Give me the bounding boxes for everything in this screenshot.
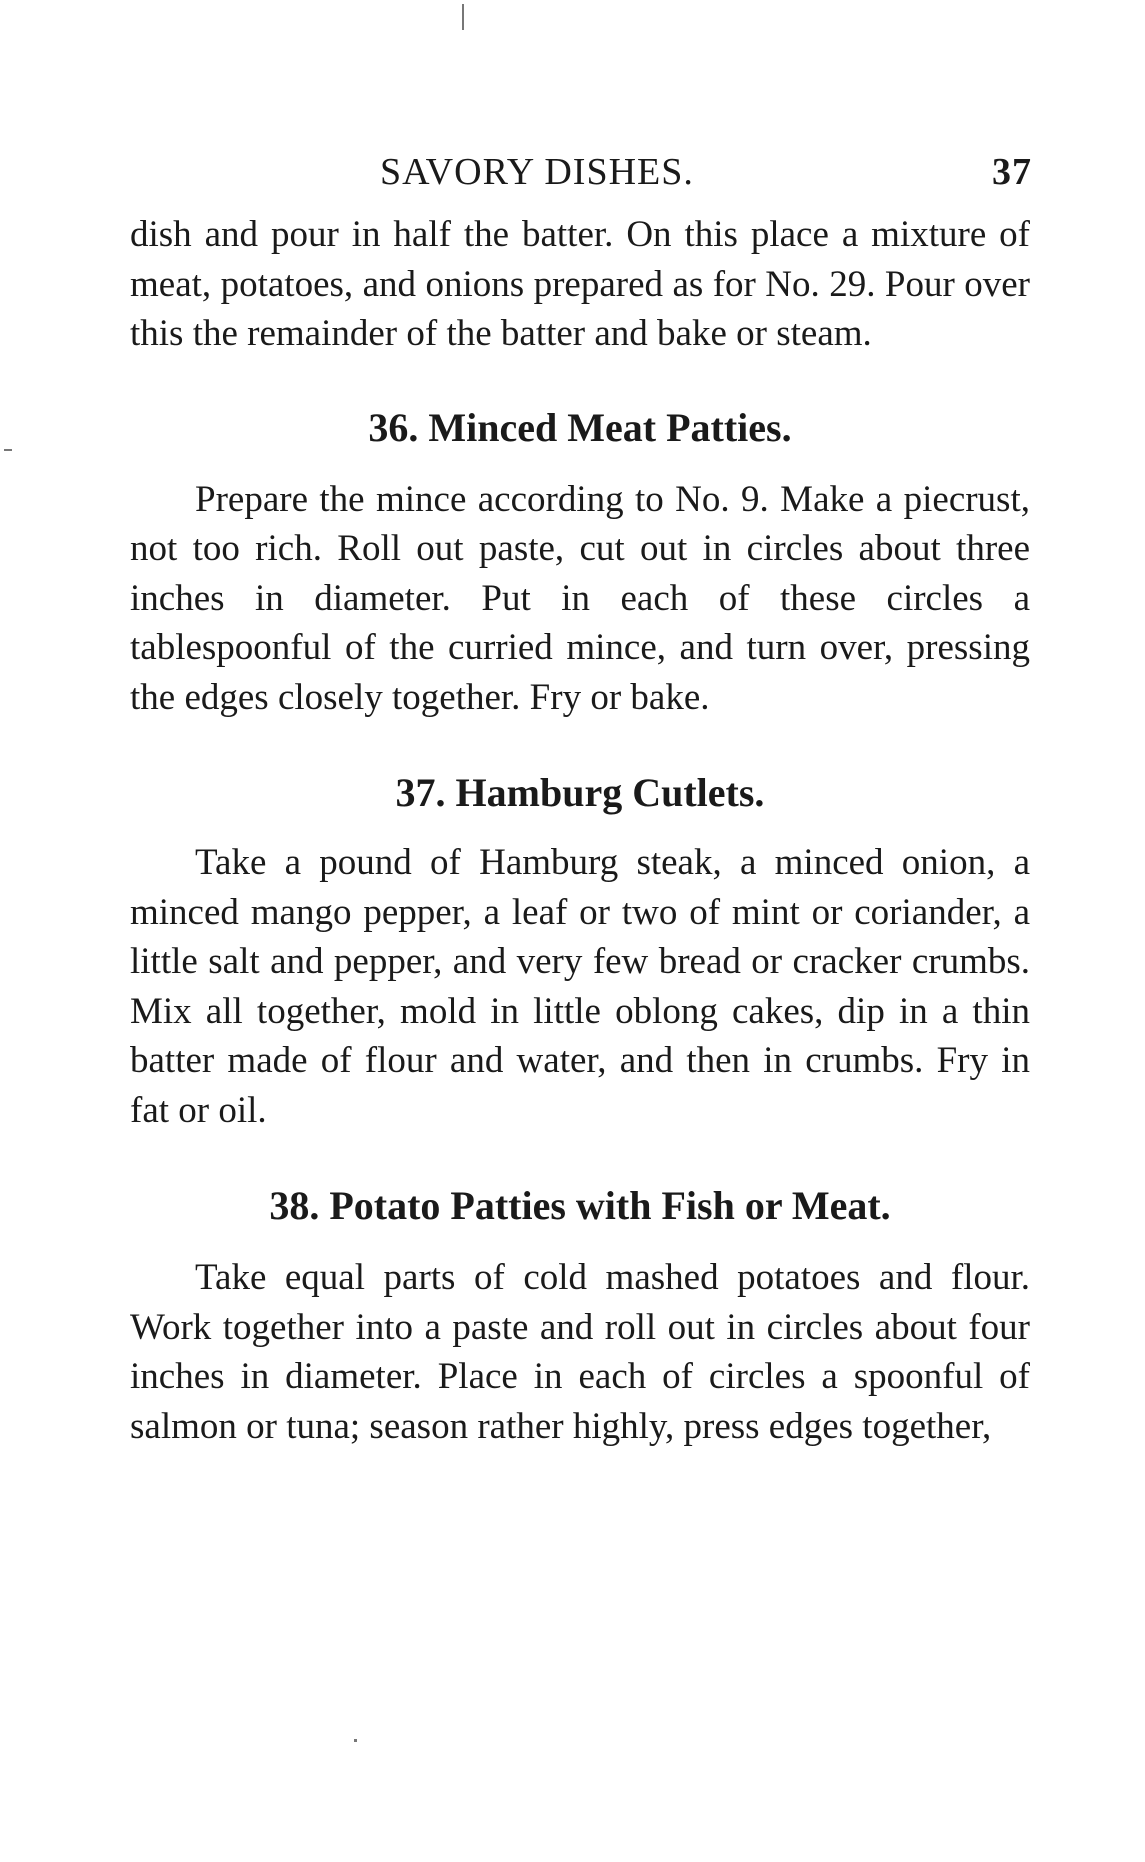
page-number: 37 bbox=[992, 151, 1032, 193]
recipe-text-37: Take a pound of Hamburg steak, a minced onion, a minced mango pepper, a leaf or two of mint or coriander, a little salt and pepper, and very few bread or cracker crumbs. Mix all together, mold in little oblong cakes, dip in a thin batter made of flour and water, and then in crumbs. Fry in fat or oil. bbox=[130, 842, 1030, 1131]
running-head bbox=[130, 150, 1030, 206]
running-title: SAVORY DISHES. bbox=[380, 151, 694, 193]
scan-speck bbox=[354, 1739, 357, 1742]
page-content bbox=[130, 150, 1030, 1451]
continued-paragraph: dish and pour in half the batter. On this place a mixture of meat, potatoes, and onions prepared as for No. 29. Pour over this the remainder of the batter and bake or steam. bbox=[130, 214, 1030, 354]
scan-speck bbox=[462, 4, 464, 30]
recipe-heading-36: 36. Minced Meat Patties. bbox=[368, 404, 792, 450]
recipe-text-36: Prepare the mince according to No. 9. Make a piecrust, not too rich. Roll out paste, cut out in circles about three inches in diameter. Put in each of these circles a tablespoonful of the curried mince, and turn over, pressing the edges closely together. Fry or bake. bbox=[130, 478, 1030, 718]
recipe-heading-37: 37. Hamburg Cutlets. bbox=[395, 770, 765, 815]
scan-speck bbox=[4, 449, 12, 451]
recipe-heading-38: 38. Potato Patties with Fish or Meat. bbox=[269, 1183, 891, 1228]
recipe-text-38: Take equal parts of cold mashed potatoes and flour. Work together into a paste and roll out in circles about four inches in diameter. Place in each of circles a spoonful of salmon or tuna; season rather highly, press edges together, bbox=[130, 1257, 1030, 1447]
